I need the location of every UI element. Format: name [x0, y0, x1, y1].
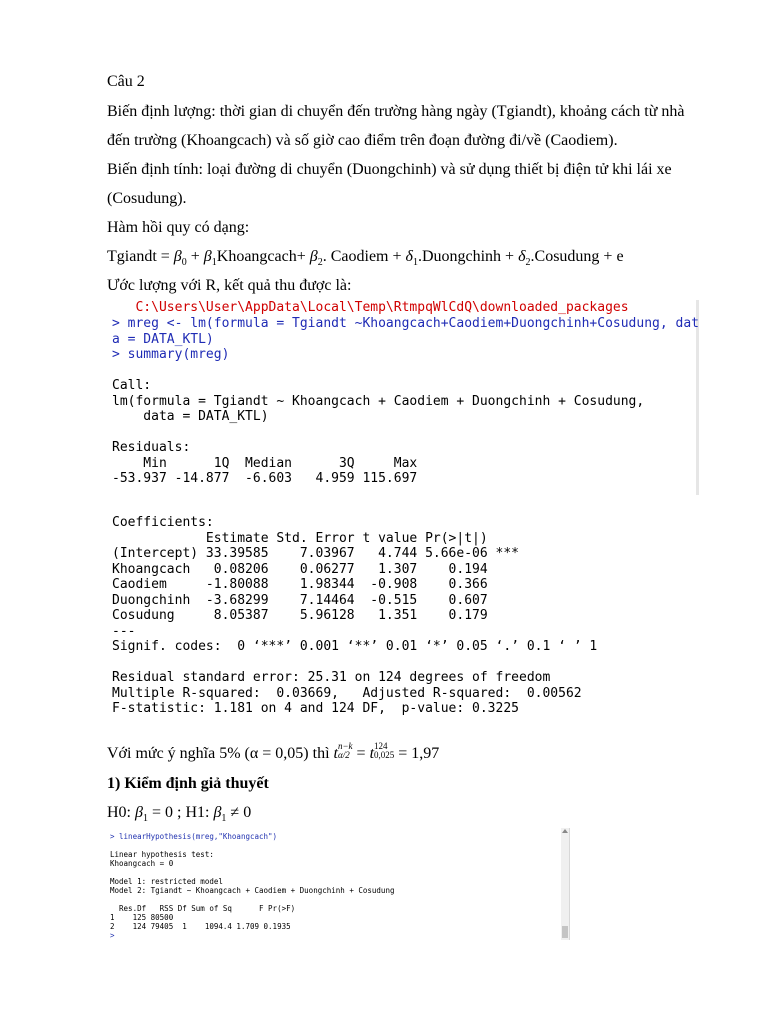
eq-term1: Khoangcach+	[216, 248, 310, 265]
coef-row-khoangcach: Khoangcach 0.08206 0.06277 1.307 0.194	[112, 561, 519, 577]
sig-t1: t	[333, 745, 338, 762]
significance-line	[107, 741, 440, 764]
eq-sub-d2: 2	[525, 257, 531, 269]
sig-t2-sup: 124	[374, 741, 388, 752]
eq-beta2: β	[309, 248, 318, 265]
linear-hypothesis-screenshot	[107, 828, 570, 940]
hyp-sub-a: 1	[142, 813, 148, 825]
coef-row-intercept: (Intercept) 33.39585 7.03967 4.744 5.66e-06 ***	[112, 546, 519, 561]
console-signif-codes: Signif. codes: 0 ‘***’ 0.001 ‘**’ 0.01 ‘*’ 0.05 ‘.’ 0.1 ‘ ’ 1	[112, 639, 598, 654]
qualitative-vars-line-1: Biến định tính: loại đường di chuyển (Duongchinh) và sử dụng thiết bị điện tử khi lái xe	[107, 161, 672, 178]
console-call-line-1: lm(formula = Tgiandt ~ Khoangcach + Caodiem + Duongchinh + Cosudung,	[112, 393, 645, 409]
sig-t2-sub: 0,025	[374, 750, 395, 761]
regression-equation	[107, 247, 624, 267]
hyp-h0-tail: = 0 ; H1:	[147, 804, 214, 821]
section-1-title: 1) Kiểm định giả thuyết	[107, 775, 269, 792]
eq-term4: .Cosudung + e	[530, 248, 624, 265]
console-dashes: ---	[112, 623, 136, 639]
hyp-beta-b: β	[213, 804, 222, 821]
lh-prompt[interactable]: >	[110, 931, 120, 940]
eq-delta1: δ	[405, 248, 413, 265]
console-r-squared: Multiple R-squared: 0.03669, Adjusted R-squared: 0.00562	[112, 685, 590, 701]
hyp-sub-b: 1	[221, 813, 227, 825]
lh-restriction: Khoangcach = 0	[110, 859, 174, 868]
eq-sub2: 2	[317, 257, 323, 269]
console-residuals-header: Min 1Q Median 3Q Max	[112, 455, 426, 471]
hyp-beta-a: β	[135, 804, 143, 821]
sig-eq: =	[352, 745, 370, 762]
hypothesis-line	[107, 803, 251, 823]
console-path-line: C:\Users\User\AppData\Local\Temp\RtmpqWlCdQ\downloaded_packages	[112, 300, 629, 315]
hyp-h1-tail: ≠ 0	[226, 804, 252, 821]
console-cmd-lm-2: a = DATA_KTL)	[112, 331, 214, 347]
eq-delta2: δ	[518, 248, 526, 265]
heading-cau-2: Câu 2	[107, 73, 145, 90]
lh-title: Linear hypothesis test:	[110, 850, 214, 859]
console-coefficients-header: Estimate Std. Error t value Pr(>|t|)	[112, 530, 519, 546]
eq-plus1: +	[186, 248, 204, 265]
quantitative-vars-line-1: Biến định lượng: thời gian di chuyển đến trường hàng ngày (Tgiandt), khoảng cách từ nhà	[107, 103, 685, 120]
sig-t2: t	[369, 745, 375, 762]
console-call-label: Call:	[112, 378, 152, 393]
lh-table-row-1: 1 125 80500	[110, 913, 291, 922]
quantitative-vars-line-2: đến trường (Khoangcach) và số giờ cao điểm trên đoạn đường đi/về (Caodiem).	[107, 132, 618, 149]
console-cmd-lm-1: > mreg <- lm(formula = Tgiandt ~Khoangcach+Caodiem+Duongchinh+Cosudung, dat	[112, 316, 699, 331]
r-console-screenshot	[107, 300, 699, 720]
eq-beta1: β	[203, 248, 212, 265]
console-residuals-values: -53.937 -14.877 -6.603 4.959 115.697	[112, 471, 426, 486]
console-cmd-summary: > summary(mreg)	[112, 347, 230, 362]
console-residuals-label: Residuals:	[112, 440, 191, 455]
hyp-h0: H0:	[107, 804, 135, 821]
sig-t2-scripts	[374, 742, 394, 760]
sig-t1-sup: n−k	[337, 741, 353, 752]
scroll-up-arrow-icon[interactable]	[562, 829, 568, 833]
lh-model-1: Model 1: restricted model	[110, 877, 223, 886]
estimate-intro: Ước lượng với R, kết quả thu được là:	[107, 277, 352, 294]
console-residual-se: Residual standard error: 25.31 on 124 degrees of freedom	[112, 670, 551, 685]
lh-scrollbar[interactable]	[561, 828, 569, 940]
console-coefficients-label: Coefficients:	[112, 515, 214, 530]
lh-cmd: > linearHypothesis(mreg,"Khoangcach")	[110, 832, 278, 841]
lh-model-2: Model 2: Tgiandt ~ Khoangcach + Caodiem + Duongchinh + Cosudung	[110, 886, 395, 895]
sig-pre: Với mức ý nghĩa 5% (α = 0,05) thì	[107, 745, 334, 762]
eq-lhs: Tgiandt =	[107, 248, 174, 265]
lh-table-header: Res.Df RSS Df Sum of Sq F Pr(>F)	[110, 904, 296, 913]
coef-row-caodiem: Caodiem -1.80088 1.98344 -0.908 0.366	[112, 577, 519, 592]
sig-post: = 1,97	[394, 745, 440, 762]
eq-term2: . Caodiem +	[322, 248, 406, 265]
eq-sub-d1: 1	[412, 257, 418, 269]
sig-t1-sub: α/2	[337, 750, 350, 761]
eq-term3: .Duongchinh +	[417, 248, 519, 265]
sig-t1-scripts	[338, 742, 353, 760]
eq-sub0: 0	[181, 257, 187, 269]
coef-row-cosudung: Cosudung 8.05387 5.96128 1.351 0.179	[112, 608, 519, 623]
regression-intro: Hàm hồi quy có dạng:	[107, 219, 250, 236]
eq-beta0: β	[173, 248, 182, 265]
eq-sub1: 1	[211, 257, 217, 269]
coef-row-duongchinh: Duongchinh -3.68299 7.14464 -0.515 0.607	[112, 592, 519, 608]
console-call-line-2: data = DATA_KTL)	[112, 409, 269, 424]
console-f-statistic: F-statistic: 1.181 on 4 and 124 DF, p-value: 0.3225	[112, 701, 519, 716]
lh-table-row-2: 2 124 79405 1 1094.4 1.709 0.1935	[110, 922, 291, 931]
scroll-thumb[interactable]	[562, 926, 568, 938]
qualitative-vars-line-2: (Cosudung).	[107, 190, 187, 207]
